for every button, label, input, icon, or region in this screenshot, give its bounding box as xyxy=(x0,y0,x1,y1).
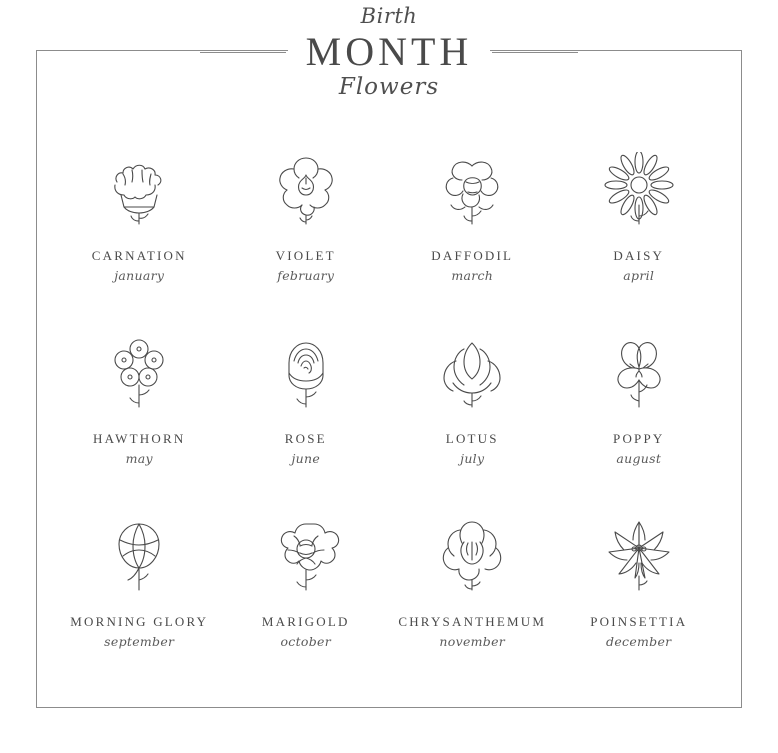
flower-month: october xyxy=(280,634,332,649)
flower-name: CHRYSANTHEMUM xyxy=(398,614,547,629)
flower-month: april xyxy=(623,268,655,283)
marigold-icon xyxy=(223,506,390,592)
lotus-icon xyxy=(389,323,556,409)
flower-cell-daisy xyxy=(556,130,723,313)
title-script-bottom: Flowers xyxy=(329,76,449,99)
flower-month: june xyxy=(291,451,321,466)
flower-grid xyxy=(56,130,722,679)
flower-name: POPPY xyxy=(613,431,665,446)
flower-name: POINSETTIA xyxy=(590,614,688,629)
flower-month: november xyxy=(439,634,506,649)
poster-title-block xyxy=(0,0,778,112)
flower-month: december xyxy=(606,634,672,649)
flower-month: september xyxy=(104,634,175,649)
flower-month: july xyxy=(460,451,485,466)
flower-month: may xyxy=(125,451,153,466)
daffodil-icon xyxy=(389,140,556,226)
flower-cell-chrysanthemum xyxy=(389,496,556,679)
carnation-icon xyxy=(56,140,223,226)
daisy-icon xyxy=(556,140,723,226)
flower-month: august xyxy=(616,451,662,466)
flower-name: DAISY xyxy=(613,248,665,263)
flower-name: ROSE xyxy=(284,431,327,446)
flower-name: VIOLET xyxy=(275,248,336,263)
violet-icon xyxy=(223,140,390,226)
flower-cell-rose xyxy=(223,313,390,496)
flower-cell-carnation xyxy=(56,130,223,313)
flower-cell-violet xyxy=(223,130,390,313)
page-title: MONTH xyxy=(288,30,491,74)
flower-month: january xyxy=(114,268,165,283)
title-rule-right xyxy=(492,52,578,53)
title-rule-left xyxy=(200,52,286,53)
flower-cell-marigold xyxy=(223,496,390,679)
title-script-top: Birth xyxy=(360,4,418,28)
flower-month: february xyxy=(277,268,335,283)
poinsettia-icon xyxy=(556,506,723,592)
poppy-icon xyxy=(556,323,723,409)
flower-cell-poppy xyxy=(556,313,723,496)
flower-month: march xyxy=(451,268,494,283)
flower-cell-lotus xyxy=(389,313,556,496)
flower-cell-morning-glory xyxy=(56,496,223,679)
flower-cell-poinsettia xyxy=(556,496,723,679)
flower-name: MARIGOLD xyxy=(261,614,350,629)
flower-name: MORNING GLORY xyxy=(70,614,209,629)
flower-name: DAFFODIL xyxy=(431,248,514,263)
hawthorn-icon xyxy=(56,323,223,409)
rose-icon xyxy=(223,323,390,409)
title-main-row xyxy=(0,30,778,74)
flower-cell-hawthorn xyxy=(56,313,223,496)
flower-name: LOTUS xyxy=(445,431,499,446)
chrysanthemum-icon xyxy=(389,506,556,592)
morning-glory-icon xyxy=(56,506,223,592)
flower-cell-daffodil xyxy=(389,130,556,313)
flower-name: CARNATION xyxy=(91,248,187,263)
flower-name: HAWTHORN xyxy=(93,431,186,446)
